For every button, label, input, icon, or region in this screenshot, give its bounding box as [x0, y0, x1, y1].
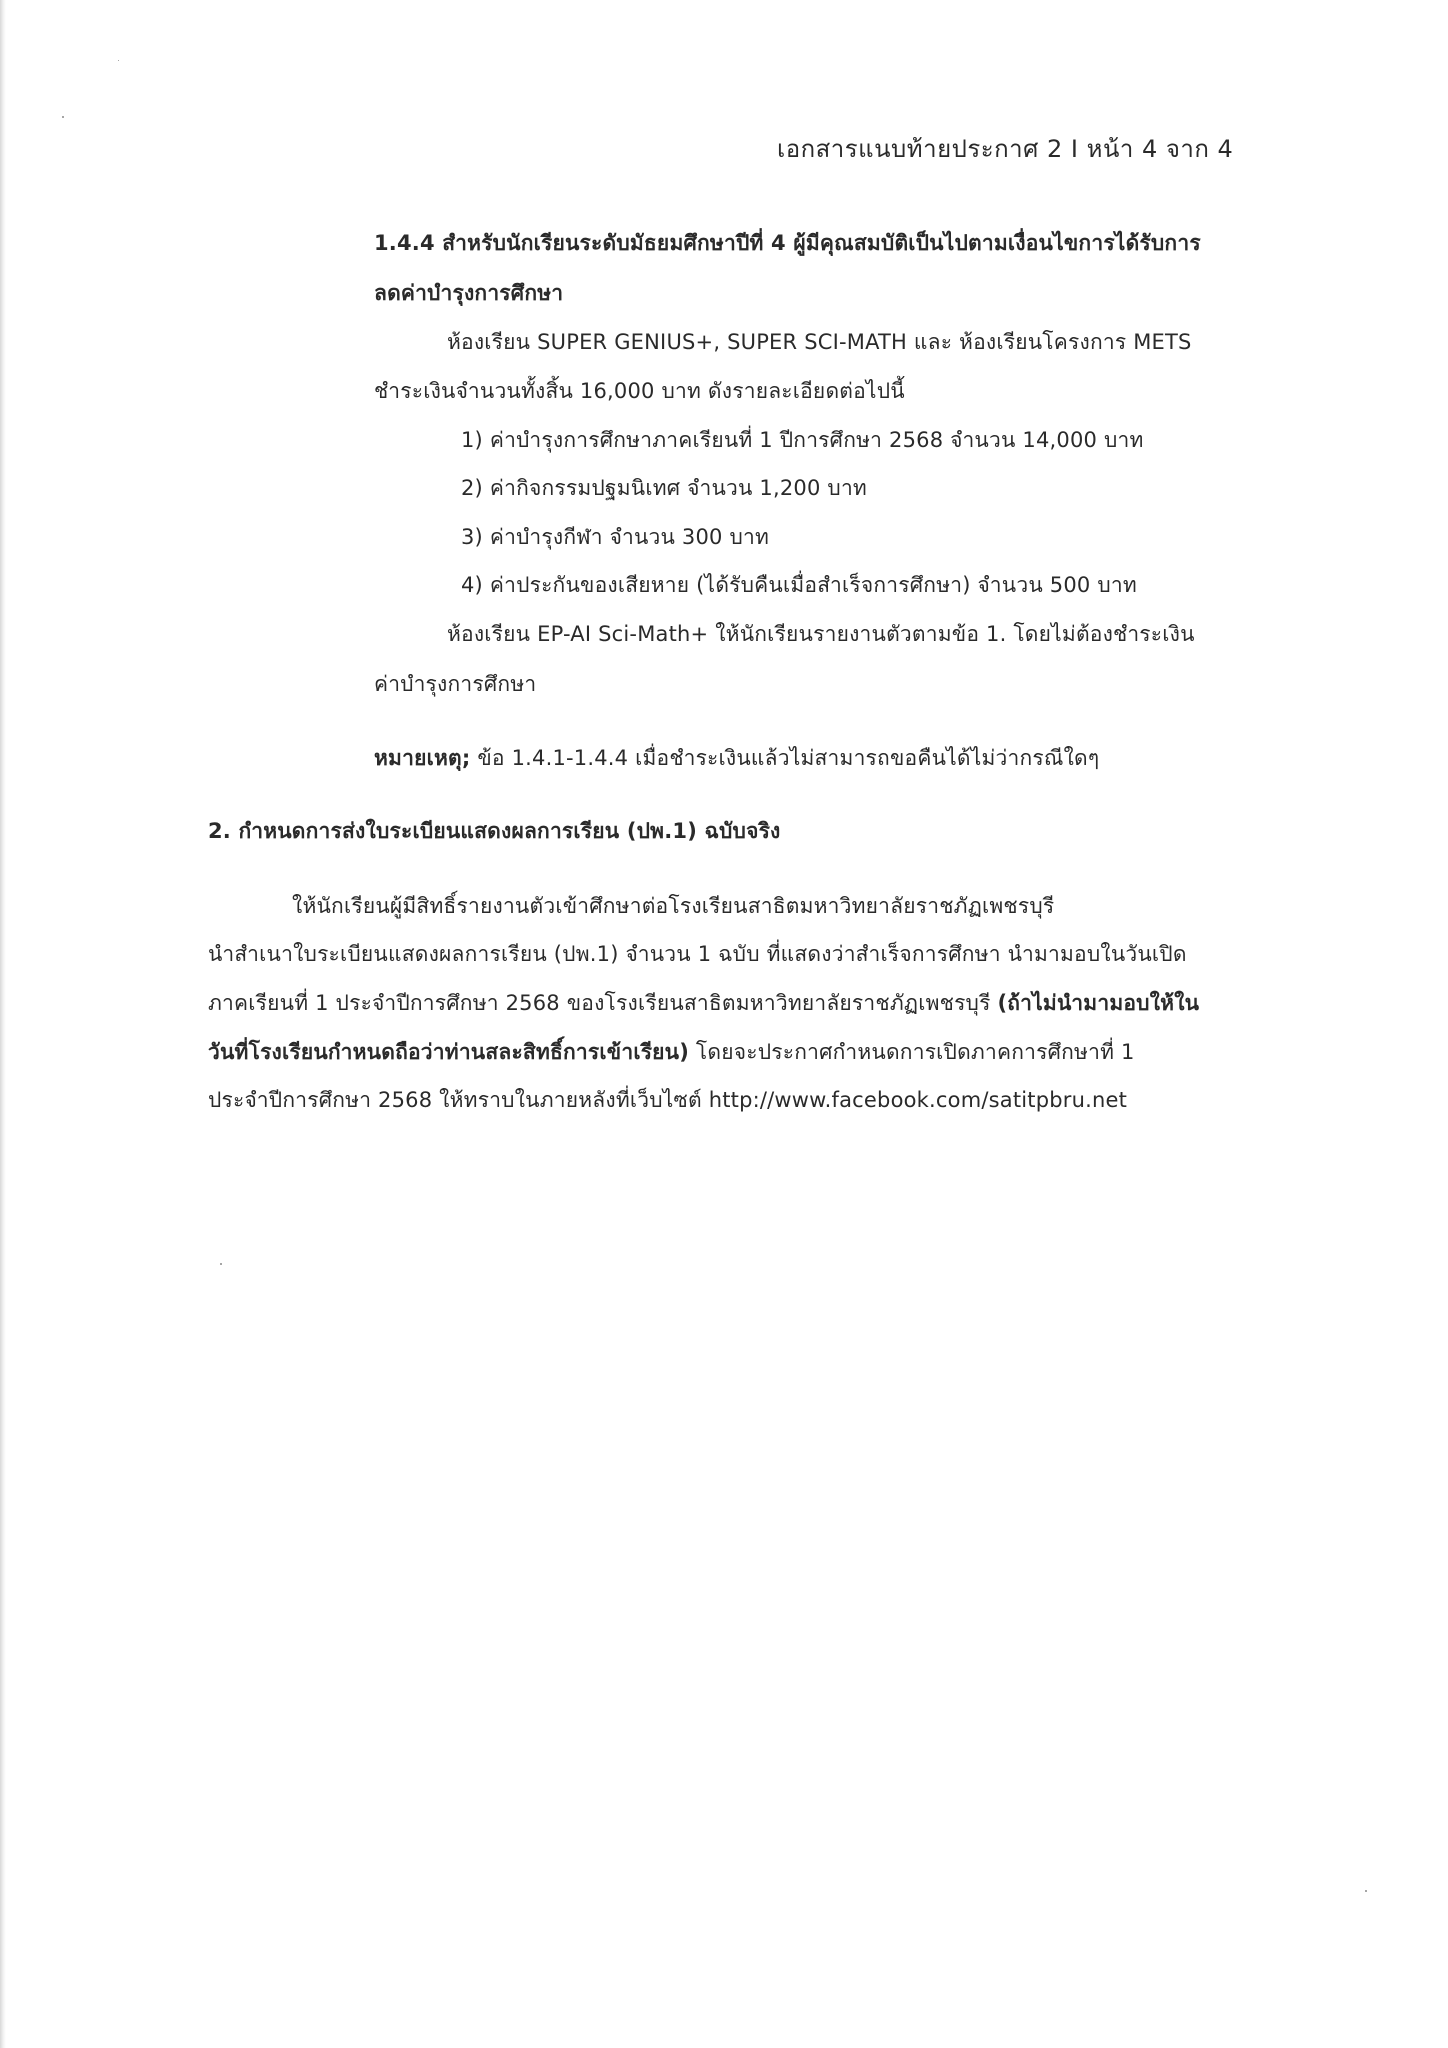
scan-speck — [118, 60, 119, 61]
scan-speck — [220, 1263, 222, 1265]
section-2-paragraph-cont: ประจำปีการศึกษา 2568 ให้ทราบในภายหลังที่เว็บไซต์ http://www.facebook.com/satitpbru.net — [208, 1088, 1128, 1112]
fee-item: 3) ค่าบำรุงกีฬา จำนวน 300 บาท — [461, 525, 770, 549]
section-1-4-4-heading: 1.4.4 สำหรับนักเรียนระดับมัธยมศึกษาปีที่ 4 ผู้มีคุณสมบัติเป็นไปตามเงื่อนไขการได้รับการ — [374, 231, 1201, 255]
page-header: เอกสารแนบท้ายประกาศ 2 I หน้า 4 จาก 4 — [777, 135, 1234, 163]
fee-item: 2) ค่ากิจกรรมปฐมนิเทศ จำนวน 1,200 บาท — [461, 476, 867, 500]
paragraph-text: ภาคเรียนที่ 1 ประจำปีการศึกษา 2568 ของโรงเรียนสาธิตมหาวิทยาลัยราชภัฏเพชรบุรี — [208, 991, 998, 1015]
ep-ai-paragraph-cont: ค่าบำรุงการศึกษา — [374, 672, 537, 696]
note-line — [374, 743, 1099, 773]
section-2-paragraph-cont: นำสำเนาใบระเบียนแสดงผลการเรียน (ปพ.1) จำนวน 1 ฉบับ ที่แสดงว่าสำเร็จการศึกษา นำมามอบในวันเปิด — [208, 942, 1187, 966]
paragraph-text: โดยจะประกาศกำหนดการเปิดภาคการศึกษาที่ 1 — [689, 1040, 1135, 1064]
section-2-heading: 2. กำหนดการส่งใบระเบียนแสดงผลการเรียน (ปพ.1) ฉบับจริง — [208, 819, 781, 843]
paragraph-emphasis: (ถ้าไม่นำมามอบให้ใน — [997, 991, 1200, 1015]
section-2-paragraph-cont — [208, 1037, 1135, 1067]
fee-item: 4) ค่าประกันของเสียหาย (ได้รับคืนเมื่อสำเร็จการศึกษา) จำนวน 500 บาท — [461, 573, 1137, 597]
section-2-paragraph-cont — [208, 988, 1199, 1018]
note-label: หมายเหตุ; — [374, 746, 471, 770]
scan-speck — [62, 116, 64, 118]
rooms-paragraph-cont: ชำระเงินจำนวนทั้งสิ้น 16,000 บาท ดังรายละเอียดต่อไปนี้ — [374, 379, 905, 403]
scan-edge-shadow — [0, 0, 6, 2048]
paragraph-emphasis: วันที่โรงเรียนกำหนดถือว่าท่านสละสิทธิ์การเข้าเรียน) — [208, 1040, 690, 1064]
ep-ai-paragraph: ห้องเรียน EP-AI Sci-Math+ ให้นักเรียนรายงานตัวตามข้อ 1. โดยไม่ต้องชำระเงิน — [447, 622, 1195, 646]
rooms-paragraph: ห้องเรียน SUPER GENIUS+, SUPER SCI-MATH และ ห้องเรียนโครงการ METS — [447, 330, 1192, 354]
fee-item: 1) ค่าบำรุงการศึกษาภาคเรียนที่ 1 ปีการศึกษา 2568 จำนวน 14,000 บาท — [461, 428, 1144, 452]
scan-speck — [1365, 1890, 1367, 1892]
note-text: ข้อ 1.4.1-1.4.4 เมื่อชำระเงินแล้วไม่สามารถขอคืนได้ไม่ว่ากรณีใดๆ — [470, 746, 1100, 770]
section-1-4-4-heading-cont: ลดค่าบำรุงการศึกษา — [374, 281, 564, 305]
section-2-paragraph: ให้นักเรียนผู้มีสิทธิ์รายงานตัวเข้าศึกษาต่อโรงเรียนสาธิตมหาวิทยาลัยราชภัฏเพชรบุรี — [292, 894, 1055, 918]
